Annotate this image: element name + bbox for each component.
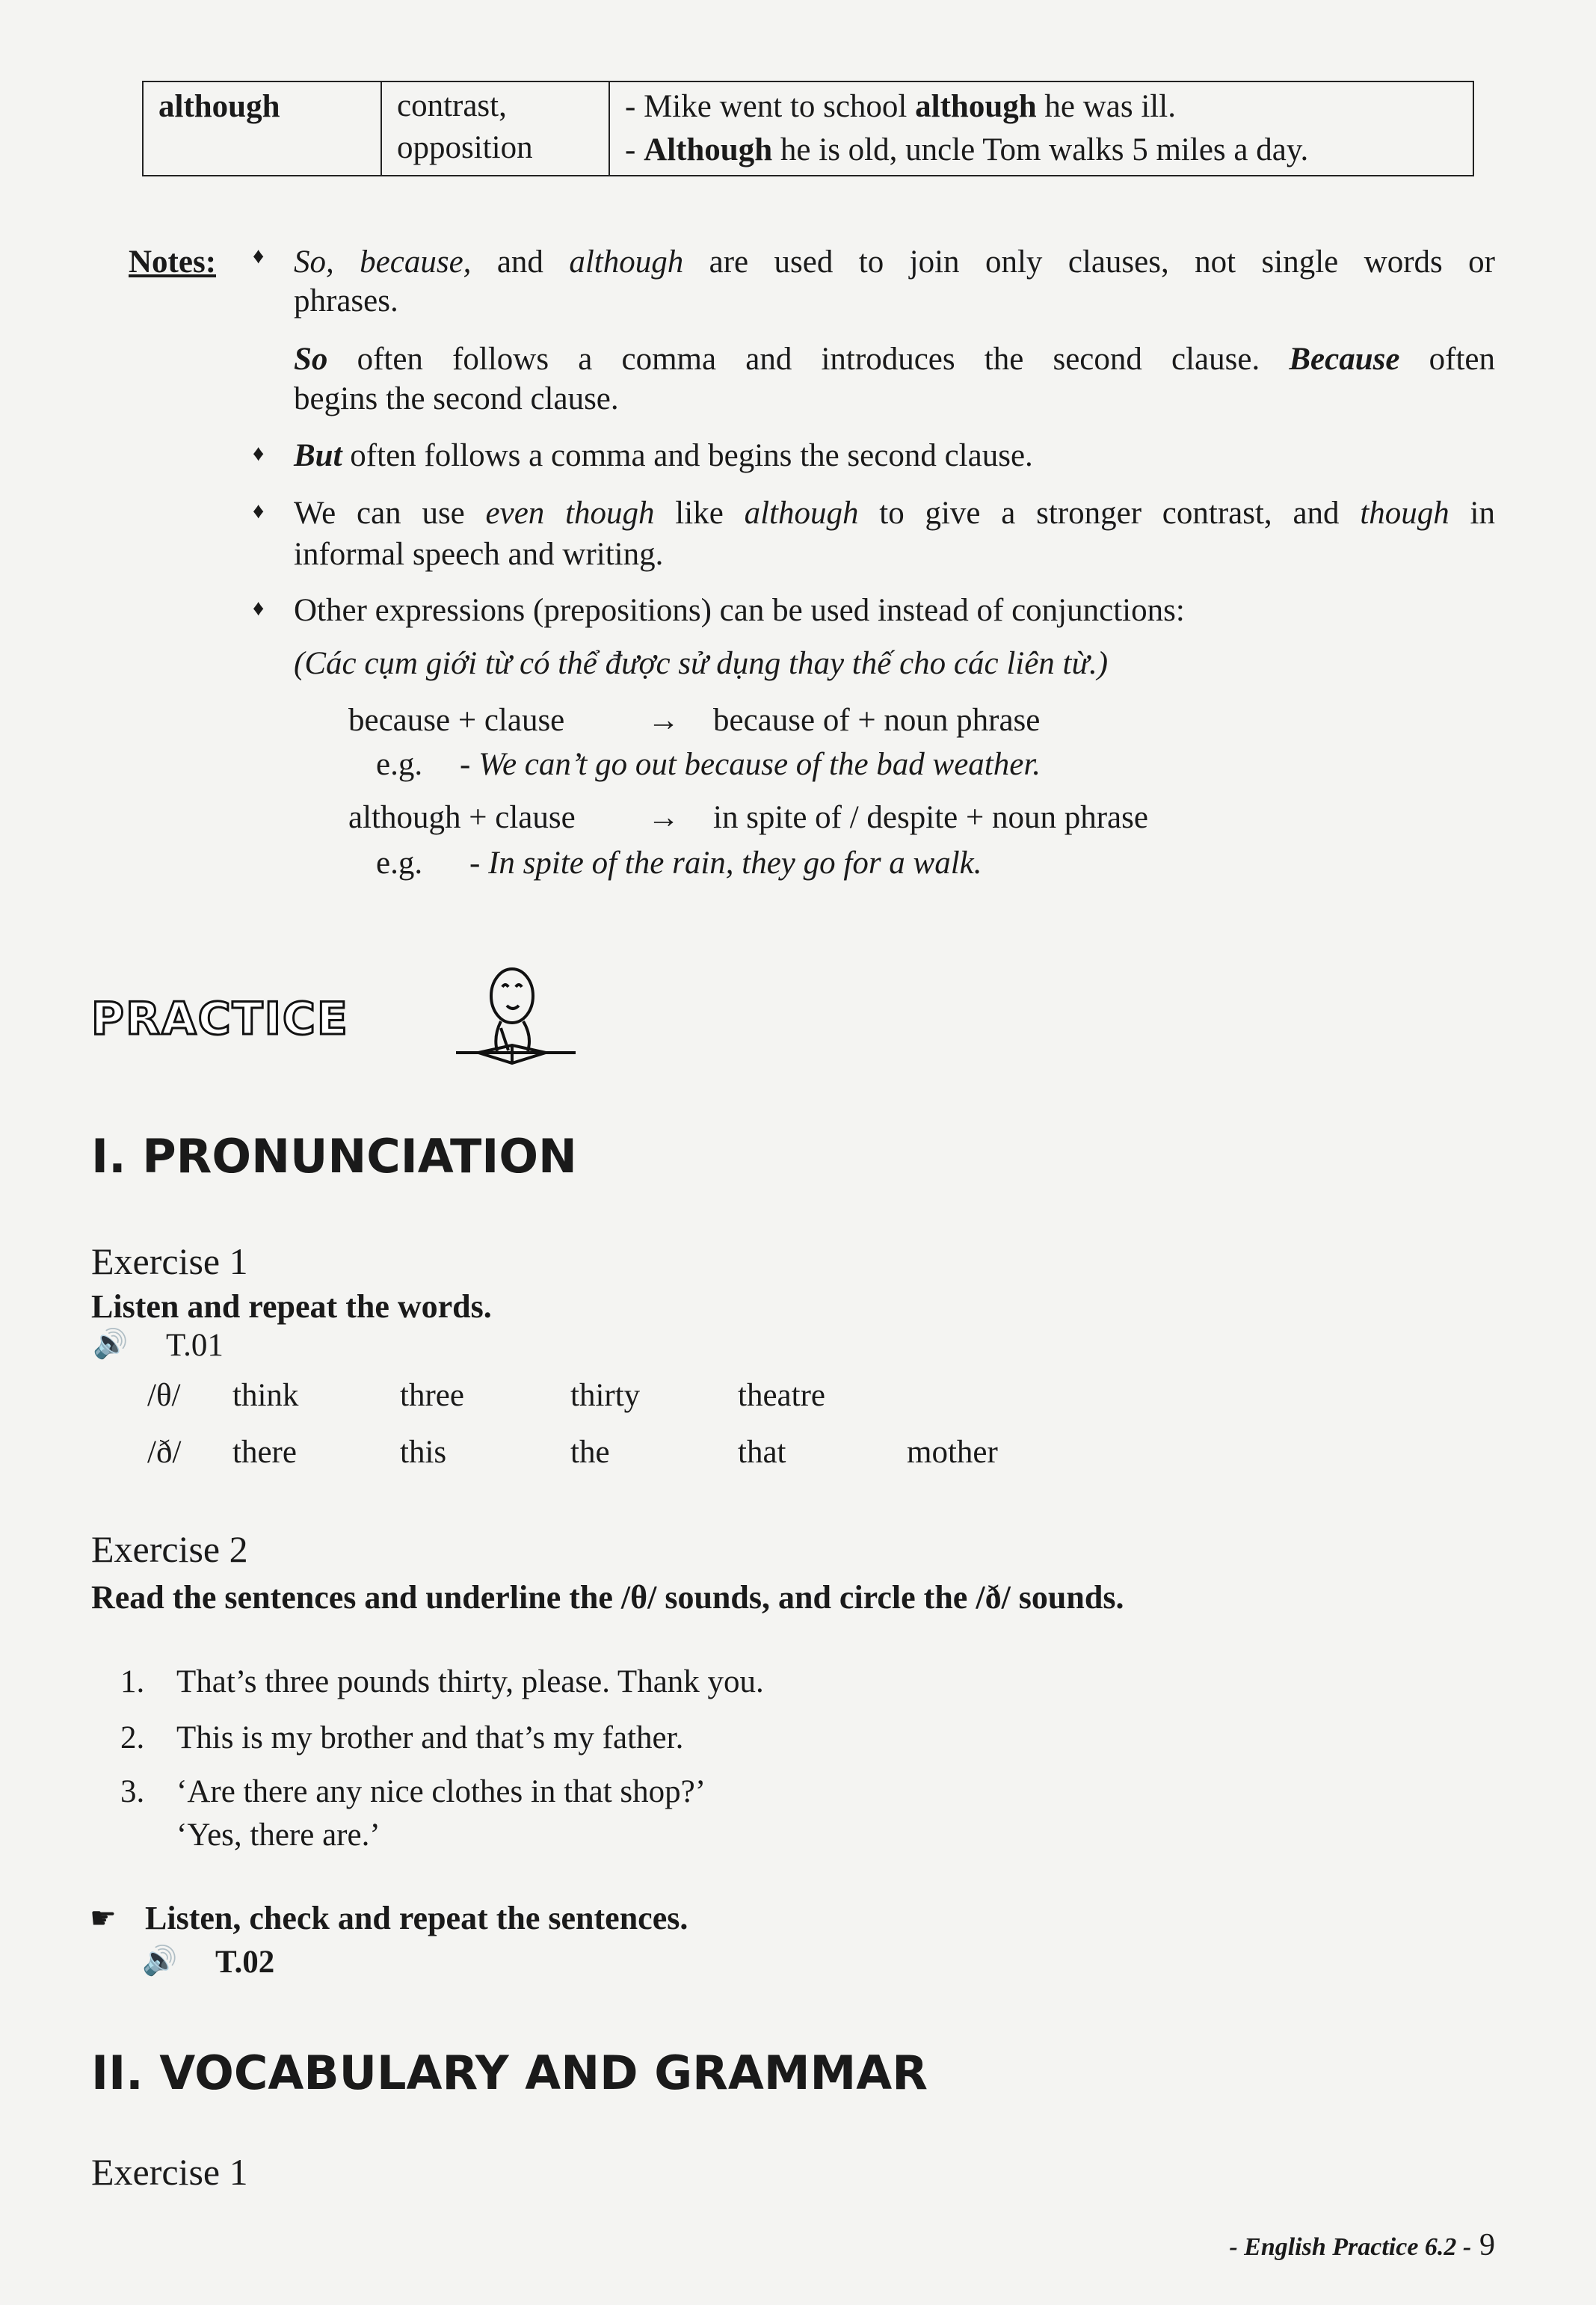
- note-4-cont: informal speech and writing.: [294, 537, 664, 572]
- eg-label: e.g.: [376, 747, 423, 782]
- exercise-heading: Exercise 1: [91, 2151, 248, 2193]
- audio-track-label[interactable]: T.02: [215, 1945, 275, 1980]
- speaker-icon[interactable]: 🔊: [142, 1945, 178, 1977]
- example-text: he is old, uncle Tom walks 5 miles a day.: [772, 132, 1309, 167]
- note-4: We can use even though like although to give a stronger contrast, and though in: [294, 496, 1496, 531]
- rule-2-right: in spite of / despite + noun phrase: [713, 800, 1148, 835]
- word: that: [738, 1435, 786, 1470]
- example-text: he was ill.: [1036, 89, 1176, 124]
- example-text: - Mike went to school: [625, 89, 916, 124]
- sentence-cont: ‘Yes, there are.’: [176, 1818, 380, 1853]
- meaning-cell: contrast, opposition: [381, 81, 609, 176]
- exercise-heading: Exercise 2: [91, 1528, 248, 1570]
- note-5: Other expressions (prepositions) can be used instead of conjunctions:: [294, 593, 1185, 628]
- word: theatre: [738, 1378, 825, 1413]
- sound-symbol: /θ/: [147, 1378, 181, 1413]
- eg-label: e.g.: [376, 846, 423, 881]
- pointing-hand-icon: ☛: [90, 1901, 117, 1935]
- pronunciation-heading: I. PRONUNCIATION: [91, 1129, 577, 1184]
- example-keyword: although: [915, 89, 1037, 124]
- bullet-icon: ♦: [253, 244, 265, 268]
- book-title: - English Practice 6.2 -: [1229, 2233, 1472, 2261]
- sound-symbol: /ð/: [147, 1435, 182, 1470]
- rule-1-right: because of + noun phrase: [713, 703, 1041, 738]
- note-2: So often follows a comma and introduces the second clause. Because often: [294, 342, 1495, 377]
- examples-cell: [609, 81, 1473, 176]
- note-3: But often follows a comma and begins the second clause.: [294, 438, 1033, 473]
- page-number: 9: [1479, 2228, 1495, 2262]
- bullet-icon: ♦: [253, 441, 265, 466]
- word: there: [232, 1435, 297, 1470]
- bullet-icon: ♦: [253, 499, 265, 523]
- vocabulary-heading: II. VOCABULARY AND GRAMMAR: [91, 2046, 928, 2100]
- sentence-number: 3.: [120, 1774, 145, 1809]
- rule-2-left: although + clause: [348, 800, 576, 835]
- audio-track-label[interactable]: T.01: [166, 1328, 224, 1363]
- page-footer: [1229, 2226, 1495, 2263]
- exercise-instruction: Listen and repeat the words.: [91, 1288, 492, 1325]
- rule-2-example: - In spite of the rain, they go for a walk.: [469, 846, 982, 881]
- word: this: [400, 1435, 447, 1470]
- note-2-cont: begins the second clause.: [294, 381, 619, 416]
- exercise-heading: Exercise 1: [91, 1240, 248, 1282]
- rule-1-example: - We can’t go out because of the bad weather.: [460, 747, 1041, 782]
- word: thirty: [570, 1378, 641, 1413]
- student-reading-illustration: [449, 964, 576, 1077]
- arrow-icon: →: [647, 800, 680, 835]
- conjunction-table: [142, 81, 1474, 176]
- word: the: [570, 1435, 610, 1470]
- note-5-vietnamese: (Các cụm giới từ có thể được sử dụng thay thế cho các liên từ.): [294, 646, 1109, 681]
- word: mother: [907, 1435, 998, 1470]
- conjunction-cell: although: [143, 81, 381, 176]
- bullet-icon: ♦: [253, 596, 265, 621]
- exercise-instruction: Read the sentences and underline the /θ/ sounds, and circle the /ð/ sounds.: [91, 1579, 1124, 1616]
- note-1: So, because, and although are used to join only clauses, not single words or: [294, 244, 1495, 280]
- word: three: [400, 1378, 464, 1413]
- example-keyword: Although: [644, 132, 773, 167]
- notes-label: Notes:: [129, 244, 217, 280]
- sentence-number: 1.: [120, 1664, 145, 1699]
- sentence: That’s three pounds thirty, please. Thank you.: [176, 1664, 764, 1699]
- check-instruction: Listen, check and repeat the sentences.: [145, 1900, 688, 1936]
- practice-heading: PRACTICE: [91, 993, 349, 1045]
- speaker-icon[interactable]: 🔊: [93, 1329, 129, 1360]
- arrow-icon: →: [647, 703, 680, 738]
- sentence: ‘Are there any nice clothes in that shop?’: [176, 1774, 706, 1809]
- rule-1-left: because + clause: [348, 703, 565, 738]
- table-row: [143, 81, 1473, 176]
- word: think: [232, 1378, 299, 1413]
- sentence-number: 2.: [120, 1720, 145, 1755]
- sentence: This is my brother and that’s my father.: [176, 1720, 684, 1755]
- example-text: -: [625, 132, 644, 167]
- note-1-cont: phrases.: [294, 283, 398, 318]
